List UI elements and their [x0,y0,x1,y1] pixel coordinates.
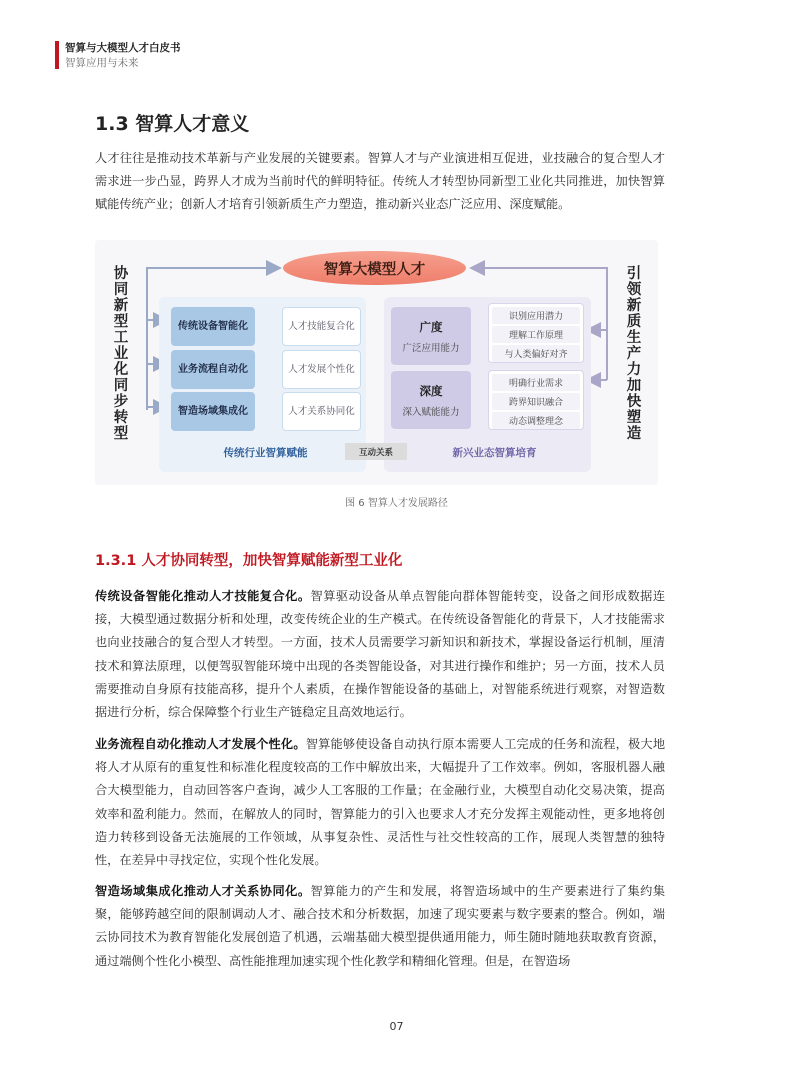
paragraph [95,733,665,872]
depth-title: 深度 [419,383,443,398]
breadth-item: 识别应用潜力 [492,307,580,324]
paragraph [95,880,665,973]
depth-box [391,371,471,429]
paragraph-body: 智算驱动设备从单点智能向群体智能转变，设备之间形成数据连接，大模型通过数据分析和处理，改变传统企业的生产模式。在传统设备智能化的背景下，人才技能需求也向业技融合的复合型人才转型。一方面，技术人员需要学习新知识和新技术，掌握设备运行机制，厘清技术和算法原理，以便驾驭智能环境中出现的各类智能设备，对其进行操作和维护；另一方面，技术人员需要推动自身原有技能高移，提升个人素质，在操作智能设备的基础上，对智能系统进行观察，对智造数据进行分析，综合保障整个行业生产链稳定且高效地运行。 [95,589,666,720]
left-vertical-label: 协同新型工业化同步转型 [113,266,129,442]
doc-title: 智算与大模型人才白皮书 [65,42,181,54]
talent-ellipse: 智算大模型人才 [283,251,466,285]
section-title: 1.3 智算人才意义 [95,113,250,135]
depth-item: 明确行业需求 [492,374,580,391]
paragraph-lead: 传统设备智能化推动人才技能复合化。 [95,589,311,603]
figure-caption: 图 6 智算人才发展路径 [345,498,448,509]
left-main-box: 业务流程自动化 [171,350,255,389]
mutual-relation-label: 互动关系 [345,443,407,460]
left-panel-footer: 传统行业智算赋能 [223,447,308,459]
paragraph [95,585,665,724]
depth-item: 动态调整理念 [492,412,580,429]
paragraph-body: 智算能力的产生和发展，将智造场域中的生产要素进行了集约集聚，能够跨越空间的限制调动人才、融合技术和分析数据，加速了现实要素与数字要素的整合。例如，端云协同技术为教育智能化发展创造了机遇，云端基础大模型提供通用能力，师生随时随地获取教育资源，通过端侧个性化小模型、高性能推理加速实现个性化教学和精细化管理。但是，在智造场 [95,884,666,968]
section-intro: 人才往往是推动技术革新与产业发展的关键要素。智算人才与产业演进相互促进，业技融合的复合型人才需求进一步凸显，跨界人才成为当前时代的鲜明特征。传统人才转型协同新型工业化共同推进，加快智算赋能传统产业；创新人才培育引领新质生产力塑造，推动新兴业态广泛应用、深度赋能。 [95,151,665,212]
left-main-box: 智造场域集成化 [171,392,255,431]
right-vertical-label: 引领新质生产力加快塑造 [626,266,642,442]
page-number: 07 [389,1020,404,1033]
breadth-box [391,307,471,365]
breadth-subtitle: 广泛应用能力 [402,342,460,354]
breadth-item: 与人类偏好对齐 [492,345,580,362]
breadth-item: 理解工作原理 [492,326,580,343]
doc-subtitle: 智算应用与未来 [65,57,139,69]
left-side-box: 人才技能复合化 [282,307,361,346]
subsection-title: 1.3.1 人才协同转型，加快智算赋能新型工业化 [95,553,403,569]
paragraph-lead: 智造场域集成化推动人才关系协同化。 [95,884,311,898]
right-panel-footer: 新兴业态智算培育 [452,447,537,459]
paragraph-lead: 业务流程自动化推动人才发展个性化。 [95,737,306,751]
header-accent-bar [55,41,59,69]
paragraph-body: 智算能够使设备自动执行原本需要人工完成的任务和流程，极大地将人才从原有的重复性和标准化程度较高的工作中解放出来，大幅提升了工作效率。例如，客服机器人融合大模型能力，自动回答客户查询，减少人工客服的工作量；在金融行业，大模型自动化交易决策，提高效率和盈利能力。然而，在解放人的同时，智算能力的引入也要求人才充分发挥主观能动性，更多地将创造力转移到设备无法施展的工作领域，从事复杂性、灵活性与社交性较高的工作，展现人类智慧的独特性，在差异中寻找定位，实现个性化发展。 [95,737,666,868]
left-main-box: 传统设备智能化 [171,307,255,346]
depth-item: 跨界知识融合 [492,393,580,410]
depth-subtitle: 深入赋能能力 [402,406,460,418]
left-side-box: 人才关系协同化 [282,392,361,431]
breadth-title: 广度 [419,319,443,334]
talent-development-diagram [95,240,658,485]
left-side-box: 人才发展个性化 [282,350,361,389]
